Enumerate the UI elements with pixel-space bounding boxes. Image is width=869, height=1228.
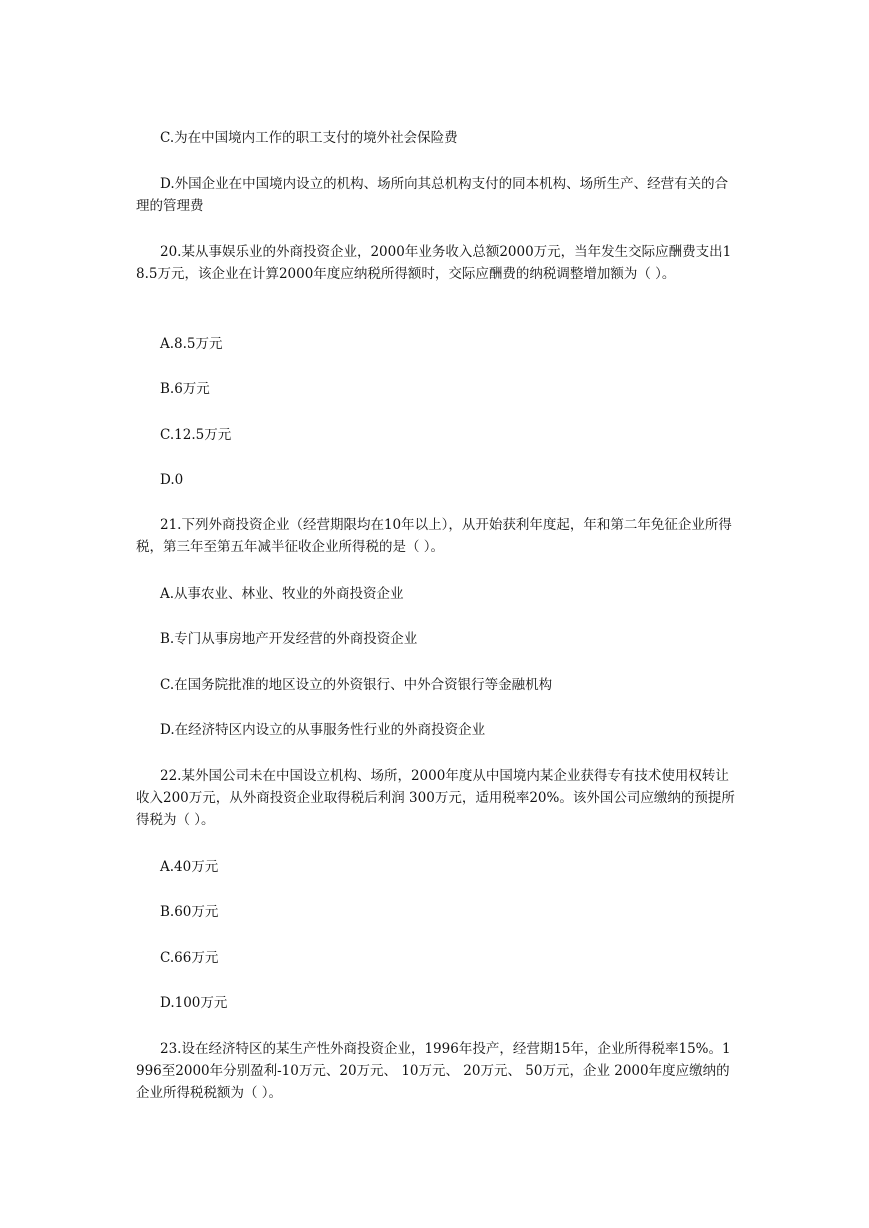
option-c-q19: C.为在中国境内工作的职工支付的境外社会保险费	[160, 130, 458, 146]
option-c-q20: C.12.5万元	[160, 427, 232, 443]
option-b-q22: B.60万元	[160, 904, 219, 920]
option-c-q21: C.在国务院批准的地区设立的外资银行、中外合资银行等金融机构	[160, 677, 553, 693]
question-20: 20.某从事娱乐业的外商投资企业，2000年业务收入总额2000万元，当年发生交际应酬费支出18.5万元，该企业在计算2000年度应纳税所得额时，交际应酬费的纳税调整增加额为（ ）。	[136, 244, 732, 282]
question-22: 22.某外国公司未在中国设立机构、场所，2000年度从中国境内某企业获得专有技术使用权转让收入200万元，从外商投资企业取得税后利润 300万元，适用税率20%。该外国公司应缴纳的预提所得税为（ ）。	[136, 768, 735, 828]
question-21: 21.下列外商投资企业（经营期限均在10年以上），从开始获利年度起，年和第二年免征企业所得税，第三年至第五年减半征收企业所得税的是（ ）。	[136, 517, 732, 555]
option-d-q20: D.0	[160, 472, 184, 488]
option-d-q21: D.在经济特区内设立的从事服务性行业的外商投资企业	[160, 722, 486, 738]
option-a-q21: A.从事农业、林业、牧业的外商投资企业	[160, 586, 404, 602]
option-b-q21: B.专门从事房地产开发经营的外商投资企业	[160, 631, 418, 647]
option-c-q22: C.66万元	[160, 950, 219, 966]
option-d-q22: D.100万元	[160, 995, 228, 1011]
option-d-q19: D.外国企业在中国境内设立的机构、场所向其总机构支付的同本机构、场所生产、经营有关的合理的管理费	[136, 176, 729, 214]
option-a-q20: A.8.5万元	[160, 336, 223, 352]
option-b-q20: B.6万元	[160, 381, 210, 397]
question-23: 23.设在经济特区的某生产性外商投资企业，1996年投产，经营期15年，企业所得税率15%。1996至2000年分别盈利-10万元、20万元、 10万元、 20万元、 50万元，企业 2000年度应缴纳的企业所得税税额为（ ）。	[136, 1041, 731, 1101]
option-a-q22: A.40万元	[160, 859, 219, 875]
